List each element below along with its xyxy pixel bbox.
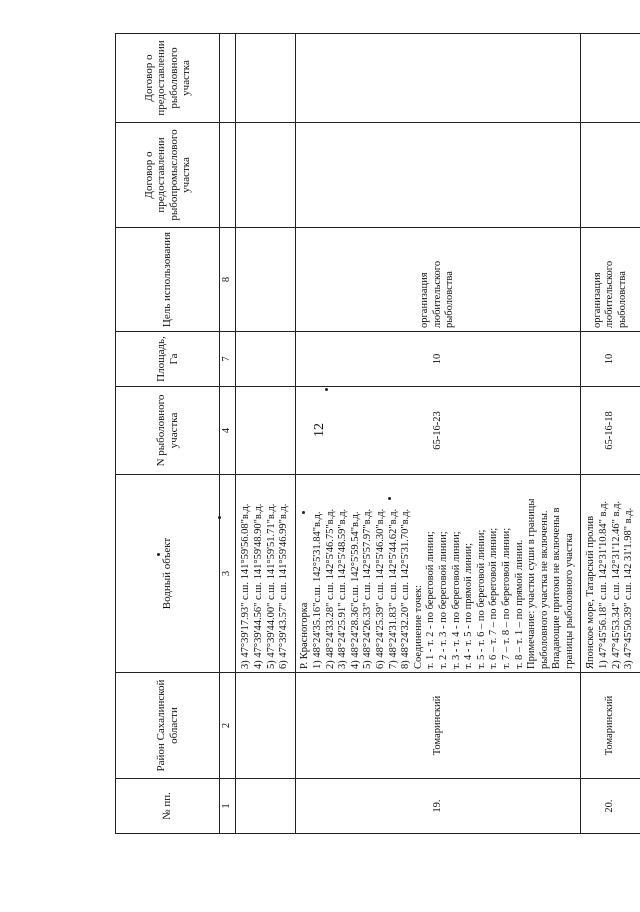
water-line: Впадающие притоки не включены в: [551, 507, 563, 669]
colnum: 2: [220, 673, 236, 779]
header-num: № пп.: [116, 779, 220, 834]
water-line: 4) 48°24'28.36"с.ш. 142°5'59.54"в.д.: [349, 511, 361, 669]
water-line: 3) 47°45'50.39" с.ш. 142 31'1.98" в.д.: [623, 507, 635, 669]
water-line: рыболовного участка не включены.: [538, 510, 550, 669]
header-district: Район Сахалинской области: [116, 673, 220, 779]
header-plot-no: N рыболовного участка: [116, 387, 220, 475]
coord-line: 4) 47°39'44.56" с.ш. 141°59'48.90"в.д.: [252, 503, 264, 669]
colnum: 4: [220, 387, 236, 475]
colnum: 1: [220, 779, 236, 834]
header-row: [116, 34, 220, 834]
water-line: т. 3 - т. 4 - по береговой линии;: [450, 531, 462, 669]
table-row: [581, 34, 640, 834]
row-number: 19.: [296, 779, 581, 834]
water-line: т. 6 – т. 7 – по береговой линии;: [488, 527, 500, 669]
page-number: 12: [312, 423, 327, 437]
water-line: 5) 48°24'26.33" с.ш. 142°5'57.97"в.д.: [362, 508, 374, 669]
coord-line: 5) 47°39'44.00" с.ш. 141°59'51.71"в.д.: [265, 503, 277, 669]
header-area: Площадь, Га: [116, 332, 220, 387]
colnum: [220, 123, 236, 228]
water-line: 3) 48°24'25.91" с.ш. 142°5'48.59"в.д.: [337, 508, 349, 669]
header-water: Водный объект: [116, 475, 220, 673]
water-object-cell: [296, 475, 581, 673]
water-object-cell: [236, 475, 296, 673]
water-object-cell: [581, 475, 640, 673]
colnum: 3: [220, 475, 236, 673]
table-row: [296, 34, 581, 834]
district-cell: Томаринский: [296, 673, 581, 779]
water-line: т. 5 - т. 6 – по береговой линии;: [475, 529, 487, 669]
water-line: т. 7 – т. 8 – по береговой линии;: [500, 527, 512, 669]
colnum: [220, 34, 236, 123]
water-line: 1) 48°24'35.16"с.ш. 142°5'31.84"в.д.: [312, 511, 324, 669]
district-cell: Томаринский: [581, 673, 640, 779]
colnum: 7: [220, 332, 236, 387]
water-line: Японское море, Татарский пролив: [585, 515, 597, 669]
plot-number: 65-16-18: [581, 387, 640, 475]
area-cell: 10: [296, 332, 581, 387]
row-number: 20.: [581, 779, 640, 834]
water-line: т. 4 - т. 5 - по прямой линии;: [463, 542, 475, 669]
plot-number: 65-16-23: [296, 387, 581, 475]
water-line: т. 8 – т. 1 – по прямой линии.: [513, 539, 525, 669]
header-contract-rec: Договор о предоставлении рыболовного участка: [116, 34, 220, 123]
water-line: 1) 47°45'56.18" с.ш. 142°31'10.84" в.д.: [597, 500, 609, 669]
coord-line: 6) 47°39'43.57" с.ш. 141°59'46.99"в.д.: [278, 503, 290, 669]
water-line: 7) 48°24'31.83" с.ш. 142°5'44.62"в.д.: [387, 508, 399, 669]
water-line: Соединение точек:: [412, 584, 424, 669]
table-row: [236, 34, 296, 834]
water-line: Р. Красногорка: [299, 602, 311, 669]
fishing-plots-table: [115, 33, 640, 834]
water-line: границы рыболовного участка: [563, 533, 575, 669]
colnum: 8: [220, 228, 236, 332]
header-purpose: Цель использования: [116, 228, 220, 332]
water-line: 2) 48°24'33.28" с.ш. 142°5'46.75"в.д.: [324, 508, 336, 669]
purpose-cell: организация любительского рыболовства: [581, 228, 640, 332]
water-line: т. 1 - т. 2 - по береговой линии;: [425, 531, 437, 669]
water-line: т. 2 - т. 3 - по береговой линии;: [438, 531, 449, 669]
area-cell: 10: [581, 332, 640, 387]
water-line: Примечание: участки суши в границы: [526, 498, 538, 669]
water-line: 6) 48°24'25.39" с.ш. 142°5'46.30"в.д.: [375, 508, 387, 669]
header-contract-fish: Договор о предоставлении рыбопромыслового участка: [116, 123, 220, 228]
coord-line: 3) 47°39'17.93" с.ш. 141°59'56.08"в.д.: [240, 503, 252, 669]
water-line: 2) 47°45'53.34" с.ш. 142°31'12.46" в.д.: [610, 500, 622, 669]
purpose-cell: организация любительского рыболовства: [296, 228, 581, 332]
column-number-row: [220, 34, 236, 834]
water-line: 8) 48°24'32.20" с.ш. 142°5'31.70"в.д.: [400, 508, 412, 669]
